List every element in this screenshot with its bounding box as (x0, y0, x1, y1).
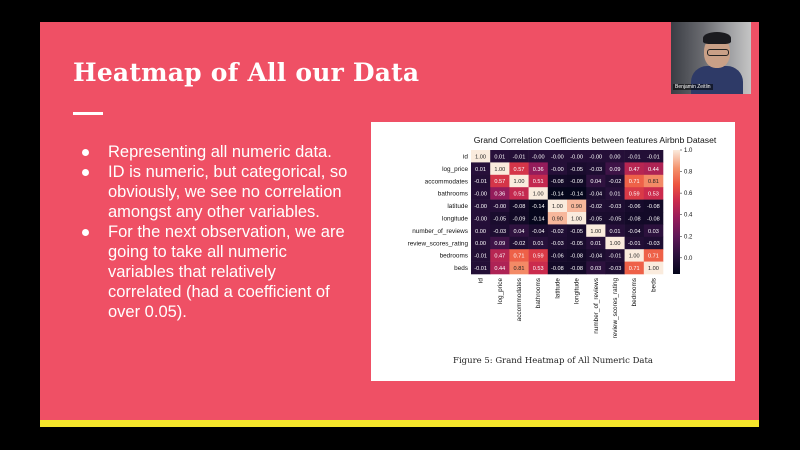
title-underline (73, 112, 103, 115)
heatmap-cell-label: 1.00 (609, 241, 621, 248)
heatmap-cell-label: 0.71 (628, 266, 640, 272)
heatmap-cell-label: -0.00 (474, 191, 487, 198)
row-label: latitude (447, 203, 468, 211)
heatmap-cell-label: -0.05 (493, 216, 507, 223)
heatmap-cell-label: 1.00 (551, 204, 563, 210)
heatmap-cell-label: -0.01 (512, 154, 526, 161)
heatmap-cell-label: 0.00 (475, 241, 487, 248)
participant-hair (703, 32, 731, 44)
row-label: bathrooms (437, 190, 468, 198)
heatmap-cell-label: 0.71 (513, 253, 525, 260)
heatmap-cell-label: -0.04 (589, 191, 603, 198)
heatmap-cell-label: 0.03 (647, 228, 659, 235)
heatmap-cell-label: -0.00 (551, 154, 564, 161)
heatmap-cell-label: -0.08 (647, 204, 660, 210)
column-label: id (477, 278, 485, 283)
webcam-tile[interactable] (671, 22, 751, 94)
heatmap-cell-label: 0.81 (647, 179, 659, 186)
heatmap-cell-label: 0.36 (532, 166, 544, 173)
bullet-item: Representing all numeric data. (80, 142, 350, 162)
heatmap-cell-label: 0.01 (475, 166, 487, 173)
heatmap-cell-label: 0.51 (532, 179, 544, 186)
colorbar-tick-label: 0.0 (684, 255, 693, 262)
heatmap-cell-label: -0.01 (474, 179, 487, 186)
row-label: number_of_reviews (412, 227, 468, 235)
heatmap-cell-label: -0.08 (647, 216, 660, 223)
participant-name-label: Benjamin Zeitlin (675, 84, 711, 90)
heatmap-cell-label: 0.01 (590, 241, 602, 248)
heatmap-cell-label: -0.09 (512, 216, 526, 223)
heatmap-cell-label: -0.03 (551, 241, 564, 248)
colorbar-tick-label: 0.8 (684, 169, 693, 176)
heatmap-cell-label: 1.00 (571, 216, 583, 223)
heatmap-cell-label: -0.00 (589, 154, 603, 161)
row-label: accommodates (424, 178, 468, 186)
heatmap-cell-label: 0.09 (609, 166, 621, 173)
heatmap-cell-label: -0.06 (551, 253, 564, 260)
heatmap-cell-label: -0.08 (512, 204, 526, 210)
bullet-item: For the next observation, we are going to take all numeric variables that relatively correlated (had a coefficient of over 0.05). (80, 222, 350, 322)
heatmap-cell-label: -0.01 (608, 253, 622, 260)
heatmap-cell-label: 0.00 (609, 154, 621, 161)
heatmap-cell-label: -0.08 (551, 179, 564, 186)
heatmap-cell-label: -0.14 (531, 216, 545, 223)
heatmap-cell-label: 0.01 (532, 241, 544, 248)
colorbar (673, 150, 680, 274)
heatmap-cell-label: -0.03 (647, 241, 660, 248)
heatmap-cell-label: -0.14 (531, 204, 545, 210)
heatmap-cell-label: -0.08 (570, 266, 583, 272)
heatmap-cell-label: -0.05 (570, 228, 583, 235)
heatmap-cell-label: 0.53 (647, 191, 659, 198)
heatmap-cell-label: 1.00 (475, 154, 487, 161)
heatmap-cell-label: -0.01 (627, 241, 641, 248)
column-label: latitude (554, 278, 562, 299)
heatmap-cell-label: 0.59 (628, 191, 640, 198)
bullet-list (80, 142, 350, 322)
slide-title: Heatmap of All our Data (73, 58, 420, 87)
row-label: beds (454, 265, 468, 273)
heatmap-cell-label: -0.02 (608, 179, 622, 186)
heatmap-cell-label: -0.03 (493, 228, 507, 235)
heatmap-cell-label: -0.05 (570, 166, 583, 173)
heatmap-cell-label: 0.47 (628, 166, 640, 173)
heatmap-cell-label: 0.81 (513, 266, 525, 272)
column-label: longitude (573, 278, 581, 304)
colorbar-tick-label: 0.2 (684, 234, 693, 241)
heatmap-cell-label: 0.04 (590, 179, 602, 186)
heatmap-cell-label: 1.00 (494, 166, 506, 173)
heatmap-cell-label: 0.36 (494, 191, 506, 198)
heatmap-cell-label: -0.01 (474, 253, 487, 260)
heatmap-cell-label: -0.04 (531, 228, 545, 235)
heatmap-cell-label: 1.00 (513, 179, 525, 186)
heatmap-cell-label: -0.05 (589, 216, 603, 223)
heatmap-cell-label: -0.03 (608, 204, 622, 210)
heatmap-cell-label: -0.08 (570, 253, 583, 260)
accent-bar (40, 420, 759, 427)
heatmap-cell-label: -0.00 (493, 204, 507, 210)
row-label: review_scores_rating (407, 240, 468, 248)
heatmap-cell-label: 0.44 (494, 266, 506, 272)
bullet-item: ID is numeric, but categorical, so obviously, we see no correlation amongst any other variables. (80, 162, 350, 222)
heatmap-cell-label: -0.14 (551, 191, 564, 198)
heatmap-title: Grand Correlation Coefficients between features Airbnb Dataset (473, 135, 717, 145)
heatmap-cell-label: -0.08 (551, 266, 564, 272)
heatmap-cell-label: 0.57 (513, 166, 525, 173)
heatmap-cell-label: -0.00 (570, 154, 583, 161)
heatmap-cell-label: 0.01 (609, 191, 621, 198)
heatmap-cell-label: 0.00 (475, 228, 487, 235)
heatmap-cell-label: 0.57 (494, 179, 506, 186)
heatmap-cell-label: -0.00 (474, 216, 487, 223)
row-label: id (463, 153, 468, 161)
column-label: bedrooms (631, 278, 639, 307)
row-label: bedrooms (439, 252, 468, 260)
column-label: accommodates (516, 278, 523, 322)
heatmap-cell-label: 0.90 (571, 204, 583, 210)
colorbar-tick-label: 0.6 (684, 191, 693, 198)
heatmap-cell-label: 0.71 (628, 179, 640, 186)
column-label: log_price (496, 278, 504, 304)
heatmap-cell-label: -0.02 (551, 228, 564, 235)
heatmap-cell-label: -0.05 (570, 241, 583, 248)
column-label: bathrooms (535, 278, 543, 309)
column-label: number_of_reviews (592, 278, 600, 334)
heatmap-cell-label: 1.00 (628, 253, 640, 260)
heatmap-cell-label: -0.04 (589, 253, 603, 260)
row-label: longitude (442, 215, 468, 223)
heatmap-cell-label: -0.00 (531, 154, 545, 161)
heatmap-cell-label: -0.08 (627, 216, 641, 223)
heatmap-cell-label: 0.90 (551, 216, 563, 223)
row-label: log_price (442, 165, 468, 173)
heatmap-cell-label: -0.06 (627, 204, 641, 210)
heatmap-cell-label: 0.53 (532, 266, 544, 272)
heatmap-cell-label: -0.01 (627, 154, 641, 161)
heatmap-cell-label: -0.00 (551, 166, 564, 173)
heatmap-cell-label: -0.02 (512, 241, 526, 248)
heatmap-chart (371, 122, 735, 381)
column-label: review_scores_rating (612, 278, 619, 339)
heatmap-cell-label: 0.03 (590, 266, 602, 272)
heatmap-cell-label: 0.09 (494, 241, 506, 248)
heatmap-cell-label: -0.01 (647, 154, 660, 161)
heatmap-cell-label: -0.03 (608, 266, 622, 272)
heatmap-cell-label: -0.03 (589, 166, 603, 173)
presentation-slide (40, 22, 759, 427)
heatmap-cell-label: 0.01 (494, 154, 506, 161)
heatmap-cell-label: -0.00 (474, 204, 487, 210)
colorbar-tick-label: 1.0 (684, 148, 693, 154)
colorbar-tick-label: 0.4 (684, 212, 693, 219)
heatmap-cell-label: -0.09 (570, 179, 583, 186)
heatmap-cell-label: -0.01 (474, 266, 487, 272)
heatmap-cell-label: -0.04 (627, 228, 641, 235)
heatmap-cell-label: 1.00 (590, 228, 602, 235)
heatmap-cell-label: 1.00 (647, 266, 659, 272)
heatmap-cell-label: 0.01 (609, 228, 621, 235)
heatmap-cell-label: 0.47 (494, 253, 506, 260)
heatmap-cell-label: -0.05 (608, 216, 622, 223)
heatmap-cell-label: 0.59 (532, 253, 544, 260)
column-label: beds (650, 278, 658, 292)
heatmap-cell-label: 0.44 (647, 166, 659, 173)
heatmap-cell-label: 0.51 (513, 191, 525, 198)
figure-caption: Figure 5: Grand Heatmap of All Numeric Data (453, 356, 653, 366)
heatmap-figure (371, 122, 735, 381)
heatmap-cell-label: 0.71 (647, 253, 659, 260)
heatmap-cell-label: -0.14 (570, 191, 583, 198)
heatmap-cell-label: 0.04 (513, 228, 525, 235)
heatmap-cell-label: 1.00 (532, 191, 544, 198)
participant-glasses (707, 49, 729, 56)
heatmap-cell-label: -0.02 (589, 204, 603, 210)
